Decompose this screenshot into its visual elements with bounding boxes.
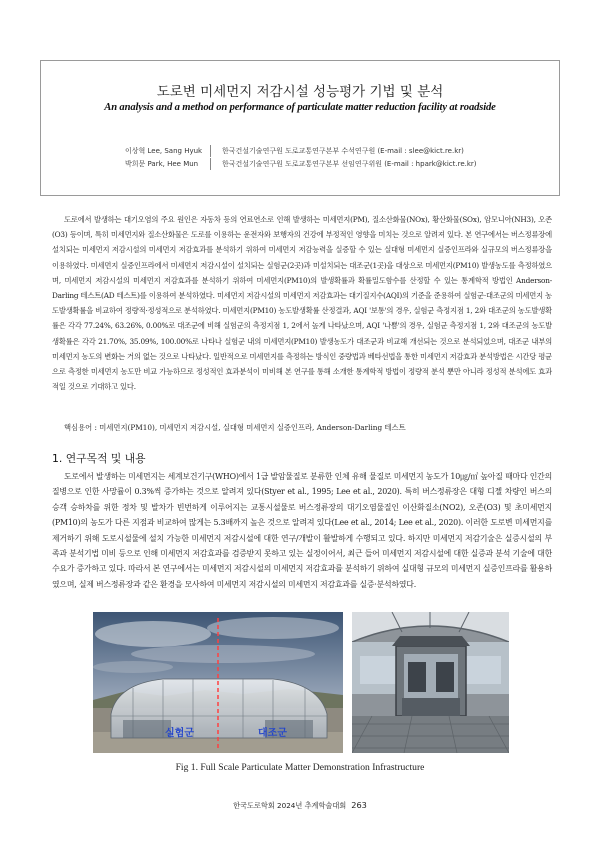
section-heading: 1. 연구목적 및 내용 (52, 452, 146, 465)
figure-demonstration-site-exterior (93, 612, 343, 753)
author-row (0, 159, 600, 171)
paper-title-korean: 도로변 미세먼지 저감시설 성능평가 기법 및 분석 (156, 84, 444, 100)
author-divider (210, 145, 211, 157)
author-divider (210, 158, 211, 170)
figure-demonstration-site-interior (352, 612, 509, 753)
paper-title-english: An analysis and a method on performance of particulate matter reduction facility at roadside (104, 102, 496, 113)
author-row (0, 146, 600, 158)
author-affiliation: 한국건설기술연구원 도로교통연구본부 수석연구원 (E-mail : slee@kict.re.kr) (222, 147, 464, 155)
conference-name: 한국도로학회 2024년 추계학술대회 (233, 801, 347, 810)
keywords: 핵심용어 : 미세먼지(PM10), 미세먼지 저감시설, 실대형 미세먼지 실증인프라, Anderson-Darling 테스트 (64, 423, 406, 432)
author-name: 이상혁 Lee, Sang Hyuk (125, 147, 203, 155)
abstract: 도로에서 발생하는 대기오염의 주요 원인은 자동차 등의 연료연소로 인해 발생하는 미세먼지(PM), 질소산화물(NOx), 황산화물(SOx), 암모니아(NH3), 오존(O3) 등이며, 특히 미세먼지와 질소산화물은 도로를 이용하는 운전자와 보행자의 건강에 부정적인 영향을 미치는 것으로 알려져 있다. 본 연구에서는 버스정류장에 설치되는 미세먼지 저감시설의 미세먼지 저감효과를 분석하기 위하여 미세먼지 저감능력을 실증할 수 있는 실대형 미세먼지 실증인프라와 실규모의 버스정류장을 이용하였다. 미세먼지 실증인프라에서 미세먼지 저감시설이 설치되는 실험군(2곳)과 미설치되는 대조군(1곳)을 대상으로 미세먼지(PM10) 발생농도를 측정하였으며, 미세먼지 저감시설의 미세먼지 저감효과를 분석하기 위하여 미세먼지(PM10)의 발생확률과 확률밀도함수를 산정할 수 있는 통계학적 방법인 Anderson-Darling 테스트(AD 테스트)를 이용하여 분석하였다. 미세먼지 저감시설의 미세먼지 저감효과는 대기질지수(AQI)의 기준을 준용하여 실험군·대조군의 미세먼지 농도발생확률을 비교하여 정량적·정성적으로 분석하였다. 미세먼지(PM10) 농도발생확률 산정결과, AQI '보통'의 경우, 실험군 측정지점 1, 2와 대조군의 농도발생확률은 각각 77.24%, 63.26%, 0.00%로 대조군에 비해 실험군의 측정지점 1, 2에서 높게 나타났으며, AQI '나쁨'의 경우, 실험군 측정지점 1, 2와 대조군의 농도발생확률은 각각 21.70%, 35.09%, 100.00%로 나타나 실험군 내의 미세먼지(PM10) 발생농도가 대조군과 비교해 개선되는 것으로 분석되었으며, 대조군 내부의 미세먼지 농도의 변화는 거의 없는 것으로 나타났다. 일반적으로 미세먼지를 측정하는 방식인 중량법과 베타선법을 통한 미세먼지 저감효과 분석방법은 시간당 평균으로 측정한 미세먼지 농도만 비교 가능하므로 정성적인 효과분석이 미비해 본 연구를 통해 소개한 통계학적 방법이 정량적 분석 뿐만 아니라 정성적 분석에도 효과적일 것으로 기대하고 있다. (52, 215, 552, 392)
figure-caption: Fig 1. Full Scale Particulate Matter Demonstration Infrastructure (175, 762, 425, 773)
experimental-group-label: 실험군 (165, 728, 194, 739)
section-body: 도로에서 발생하는 미세먼지는 세계보건기구(WHO)에서 1급 발암물질로 분류한 인체 유해 물질로 미세먼지 농도가 10㎍/㎥ 높아질 때마다 인간의 질병으로 인한 사망률이 0.3%씩 증가하는 것으로 알려져 있다(Styer et al., 1995; Lee et al., 2020). 특히 버스정류장은 대형 디젤 차량인 버스의 승객 승하차를 위한 정차 및 발차가 빈번하게 이루어지는 교통시설물로 버스정류장의 대기오염물질인 이산화질소(NO2), 오존(O3) 및 초미세먼지(PM10)의 농도가 다른 지점과 비교하여 많게는 5.3배까지 높은 것으로 알려져 있다(Lee et al., 2014; Lee et al., 2020). 이러한 도로변 미세먼지를 제거하기 위해 도로시설물에 설치 가능한 미세먼지 저감시설에 대한 연구/개발이 활발하게 수행되고 있다. 하지만 미세먼지 저감기술은 실증시설의 부족과 분석기법 미비 등으로 인해 미세먼지 저감효과를 검증받지 못하고 있는 실정이어서, 최근 들어 미세먼지 저감시설에 대한 실증과 분석 기술에 대한 수요가 증가하고 있다. 따라서 본 연구에서는 미세먼지 저감시설의 미세먼지 저감효과를 분석하기 위하여 실대형 규모의 미세먼지 실증인프라를 활용하였으며, 실제 버스정류장과 같은 환경을 모사하여 미세먼지 저감시설의 미세먼지 저감효과를 실증·분석하였다. (52, 472, 552, 589)
author-name: 박희문 Park, Hee Mun (125, 160, 199, 168)
control-group-label: 대조군 (258, 728, 287, 739)
page-footer (0, 800, 600, 811)
author-affiliation: 한국건설기술연구원 도로교통연구본부 선임연구위원 (E-mail : hpark@kict.re.kr) (222, 160, 477, 168)
page-number: 263 (351, 800, 367, 810)
